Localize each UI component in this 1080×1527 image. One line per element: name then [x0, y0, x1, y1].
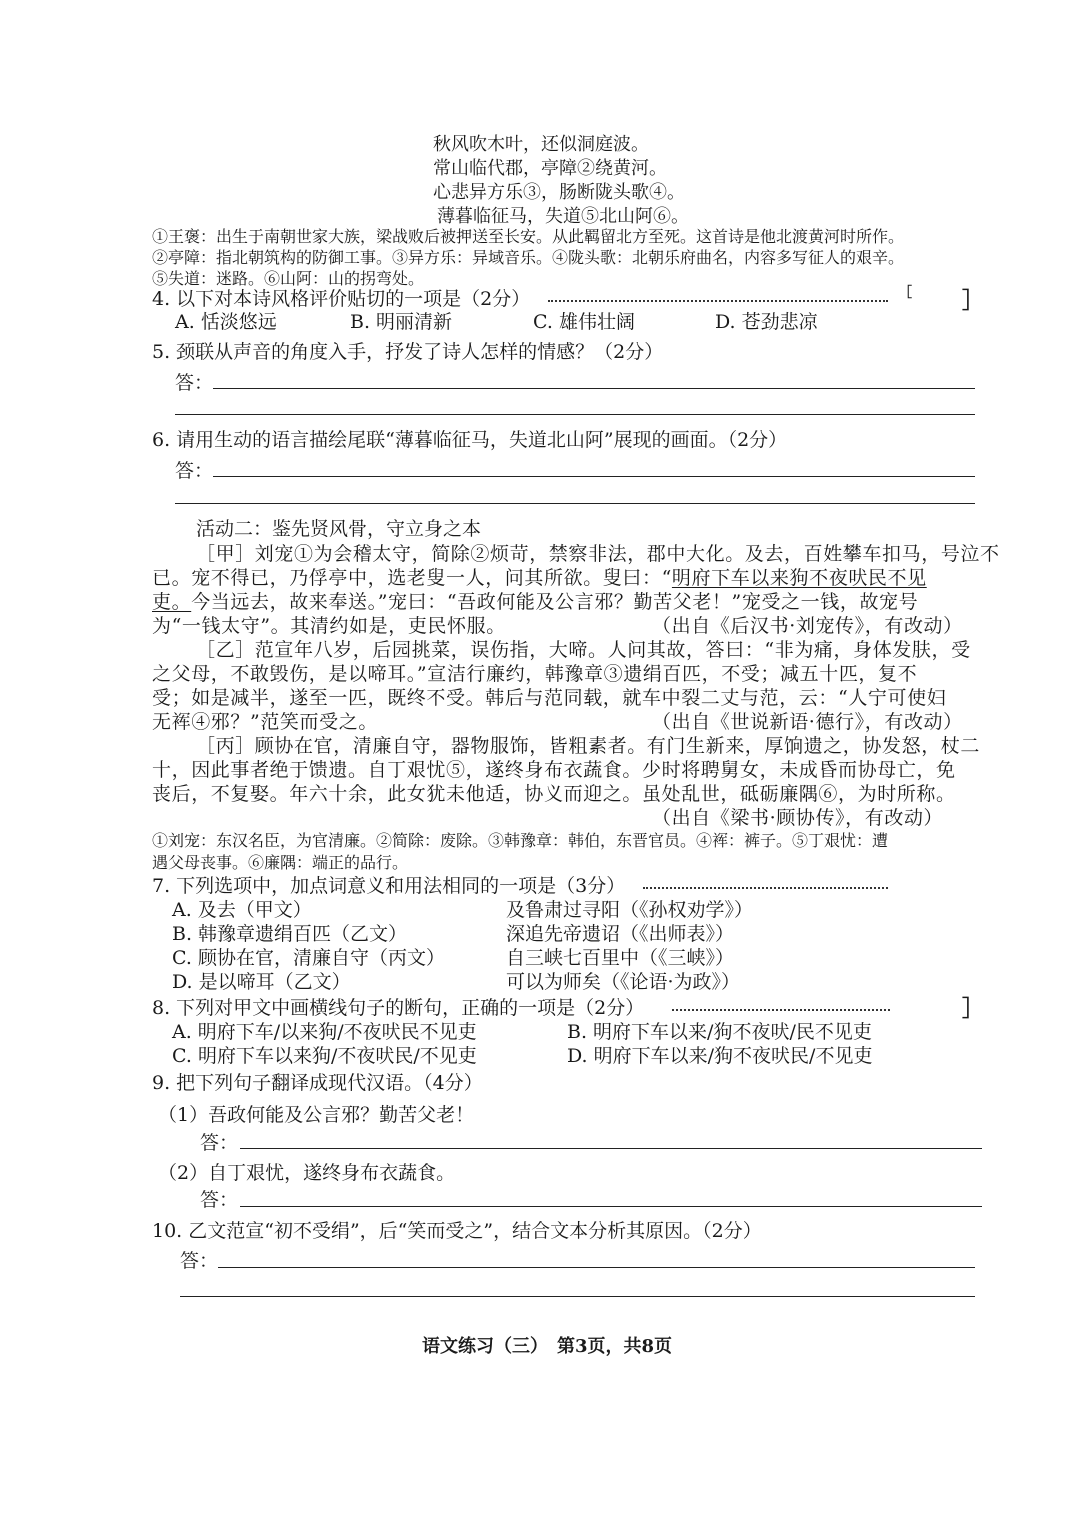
- q7-leader-dots: [643, 887, 888, 889]
- q6-answer-label: 答：: [175, 460, 214, 482]
- q7-option-c-right: 自三峡七百里中（《三峡》）: [506, 947, 735, 969]
- bing-line-2: 十，因此事者绝于馈遗。自丁艰忧⑤，遂终身布衣蔬食。少时将聘舅女，未成昏而协母亡，免: [152, 759, 956, 781]
- jia-line-3-text: 今当远去，故来奉送。”宠曰：“吾政何能及公言邪？勤苦父老！”宠受之一钱，故宠号: [191, 591, 919, 613]
- activity2-title: 活动二：鉴先贤风骨，守立身之本: [196, 518, 482, 540]
- activity2-note-1: ①刘宠：东汉名臣，为官清廉。②简除：废除。③韩豫章：韩伯，东晋官员。④裈：裤子。⑤丁艰忧：遭: [152, 831, 889, 850]
- q4-leader-dots: [548, 300, 888, 302]
- q8-stem: 8. 下列对甲文中画横线句子的断句，正确的一项是（2分）: [152, 997, 645, 1019]
- jia-line-1: ［甲］刘宠①为会稽太守，简除②烦苛，禁察非法，郡中大化。及去，百姓攀车扣马，号泣不: [196, 543, 1000, 565]
- yi-line-1: ［乙］范宣年八岁，后园挑菜，误伤指，大啼。人问其故，答曰：“非为痛，身体发肤，受: [196, 639, 971, 661]
- q9-item-2-answer-line[interactable]: [240, 1206, 982, 1207]
- q4-bracket-right: ］: [962, 288, 985, 314]
- q8-leader-dots: [672, 1009, 890, 1011]
- q10-answer-line-1[interactable]: [218, 1267, 975, 1268]
- jia-line-4: 为“一钱太守”。其清约如是，吏民怀服。: [152, 615, 506, 637]
- q4-option-b: B. 明丽清新: [350, 311, 453, 333]
- q10-answer-label: 答：: [180, 1250, 219, 1272]
- q4-option-c: C. 雄伟壮阔: [533, 311, 635, 333]
- q8-option-b: B. 明府下车以来/狗不夜吠/民不见吏: [567, 1021, 872, 1043]
- q9-item-1: （1）吾政何能及公言邪？勤苦父老！: [158, 1104, 475, 1126]
- poem-note-1: ①王褒：出生于南朝世家大族，梁战败后被押送至长安。从此羁留北方至死。这首诗是他北渡黄河时所作。: [152, 227, 905, 246]
- q6-answer-line-1[interactable]: [213, 476, 975, 477]
- yi-line-4: 无裈④邪？”范笑而受之。: [152, 711, 378, 733]
- yi-source: （出自《世说新语·德行》，有改动）: [652, 711, 963, 733]
- q5-answer-label: 答：: [175, 372, 214, 394]
- poem-line-1: 秋风吹木叶，还似洞庭波。: [433, 134, 649, 155]
- poem-line-4: 薄暮临征马，失道⑤北山阿⑥。: [437, 206, 689, 227]
- jia-line-3: [152, 590, 918, 614]
- bing-line-1: ［丙］顾协在官，清廉自守，器物服饰，皆粗素者。有门生新来，厚饷遗之，协发怒，杖二: [196, 735, 981, 757]
- q9-item-1-answer-label: 答：: [200, 1132, 239, 1154]
- q9-item-2-answer-label: 答：: [200, 1189, 239, 1211]
- q6-answer-line-2[interactable]: [175, 503, 975, 504]
- poem-note-2: ②亭障：指北朝筑构的防御工事。③异方乐：异域音乐。④陇头歌：北朝乐府曲名，内容多写征人的艰辛。: [152, 248, 905, 267]
- q9-stem: 9. 把下列句子翻译成现代汉语。（4分）: [152, 1072, 483, 1094]
- q5-stem: 5. 颈联从声音的角度入手，抒发了诗人怎样的情感？（2分）: [152, 341, 664, 363]
- q7-option-a-left: A. 及去（甲文）: [172, 899, 312, 921]
- q5-answer-line-1[interactable]: [213, 388, 975, 389]
- q7-option-b-left: B. 韩豫章遗绢百匹（乙文）: [172, 923, 408, 945]
- q7-option-c-left: C. 顾协在官，清廉自守（丙文）: [172, 947, 445, 969]
- q9-item-2: （2）自丁艰忧，遂终身布衣蔬食。: [158, 1162, 456, 1184]
- q5-answer-line-2[interactable]: [175, 414, 975, 415]
- q10-answer-line-2[interactable]: [180, 1296, 975, 1297]
- yi-line-2: 之父母，不敢毁伤，是以啼耳。”宣洁行廉约，韩豫章③遗绢百匹，不受；减五十匹，复不: [152, 663, 918, 685]
- q4-bracket-left: ［: [898, 285, 912, 301]
- q8-option-c: C. 明府下车以来狗/不夜吠民/不见吏: [172, 1045, 477, 1067]
- jia-line-2: [152, 566, 927, 590]
- jia-underlined-sentence-end: 吏。: [152, 591, 192, 613]
- activity2-note-2: 遇父母丧事。⑥廉隅：端正的品行。: [152, 853, 409, 872]
- q10-stem: 10. 乙文范宣“初不受绢”，后“笑而受之”，结合文本分析其原因。（2分）: [152, 1220, 762, 1242]
- poem-note-3: ⑤失道：迷路。⑥山阿：山的拐弯处。: [152, 269, 425, 288]
- bing-line-3: 丧后，不复娶。年六十余，此女犹未他适，协义而迎之。虽处乱世，砥砺廉隅⑥，为时所称。: [152, 783, 956, 805]
- jia-line-2-text: 已。宠不得已，乃俘亭中，选老叟一人，问其所欲。叟曰：“: [152, 567, 672, 589]
- q4-option-d: D. 苍劲悲凉: [715, 311, 818, 333]
- bing-source: （出自《梁书·顾协传》，有改动）: [652, 807, 944, 829]
- q7-stem: 7. 下列选项中，加点词意义和用法相同的一项是（3分）: [152, 875, 626, 897]
- q4-option-a: A. 恬淡悠远: [175, 311, 277, 333]
- q8-option-d: D. 明府下车以来/狗不夜吠民/不见吏: [567, 1045, 873, 1067]
- q7-option-b-right: 深追先帝遗诏（《出师表》）: [506, 923, 735, 945]
- jia-underlined-sentence: 明府下车以来狗不夜吠民不见: [671, 567, 927, 589]
- q6-stem: 6. 请用生动的语言描绘尾联“薄暮临征马，失道北山阿”展现的画面。（2分）: [152, 429, 788, 451]
- q7-option-d-right: 可以为师矣（《论语·为政》）: [506, 971, 741, 993]
- poem-line-3: 心悲异方乐③，肠断陇头歌④。: [433, 182, 685, 203]
- page-footer: 语文练习（三） 第3页，共8页: [422, 1336, 673, 1357]
- q8-option-a: A. 明府下车/以来狗/不夜吠民不见吏: [172, 1021, 477, 1043]
- poem-line-2: 常山临代郡，亭障②绕黄河。: [433, 158, 667, 179]
- q8-bracket-right: ］: [962, 996, 985, 1022]
- q4-stem: 4. 以下对本诗风格评价贴切的一项是（2分）: [152, 288, 531, 310]
- q7-option-a-right: 及鲁肃过寻阳（《孙权劝学》）: [506, 899, 754, 921]
- yi-line-3: 受；如是减半，遂至一匹，既终不受。韩后与范同载，就车中裂二丈与范，云：“人宁可使妇: [152, 687, 947, 709]
- q7-option-d-left: D. 是以啼耳（乙文）: [172, 971, 351, 993]
- q9-item-1-answer-line[interactable]: [240, 1148, 982, 1149]
- jia-source: （出自《后汉书·刘宠传》，有改动）: [652, 615, 963, 637]
